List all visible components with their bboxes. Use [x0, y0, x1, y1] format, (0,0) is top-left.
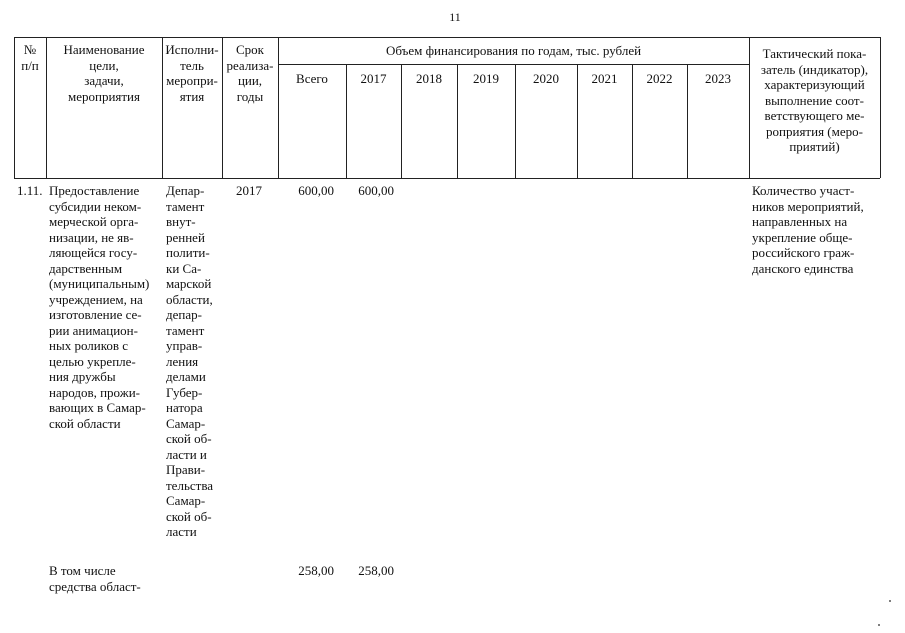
row-executor: Депар- тамент внут- ренней полити- ки Са- марской области, депар- тамент управ- ления делами Губер- натора Самар- ской об- ласти и Прави- тельства Самар- ской об- ласти — [166, 183, 214, 539]
header-indicator: Тактический пока- затель (индикатор), характеризующий выполнение соот- ветствующего ме- роприятия (меро- приятий) — [760, 46, 869, 154]
row-including-total: 258,00 — [298, 563, 334, 578]
scan-speck — [889, 600, 891, 602]
header-year-2020: 2020 — [533, 71, 559, 86]
row-2017: 600,00 — [358, 183, 394, 198]
header-number: № п/п — [21, 42, 39, 73]
header-year-2018: 2018 — [416, 71, 442, 86]
row-term: 2017 — [236, 183, 262, 198]
header-year-2023: 2023 — [705, 71, 731, 86]
row-name: Предоставление субсидии неком- мерческой орга- низации, не яв- ляющейся госу- дарственным (муниципальным) учреждением, на изготовление се- рии анимацион- ных роликов с целью укрепле- ния дружбы народов, прожи- вающих в Самар- ской области — [49, 183, 150, 431]
header-name: Наименование цели, задачи, мероприятия — [63, 42, 145, 104]
row-indicator: Количество участ- ников мероприятий, направленных на укрепление обще- российского граж- данского единства — [752, 183, 864, 276]
row-number: 1.11. — [17, 183, 43, 198]
header-year-2017: 2017 — [360, 71, 387, 86]
row-total: 600,00 — [298, 183, 334, 198]
scan-speck — [878, 624, 880, 626]
row-including-name: В том числе средства област- — [49, 563, 141, 594]
header-total: Всего — [296, 71, 328, 86]
header-year-2022: 2022 — [646, 71, 673, 86]
header-year-2021: 2021 — [591, 71, 618, 86]
header-year-2019: 2019 — [473, 71, 499, 86]
row-including-2017: 258,00 — [358, 563, 394, 578]
header-funding: Объем финансирования по годам, тыс. рублей — [385, 43, 642, 58]
page-number: 11 — [449, 10, 461, 24]
header-executor: Исполни- тель меропри- ятия — [165, 42, 219, 104]
header-term: Срок реализа- ции, годы — [226, 42, 274, 104]
